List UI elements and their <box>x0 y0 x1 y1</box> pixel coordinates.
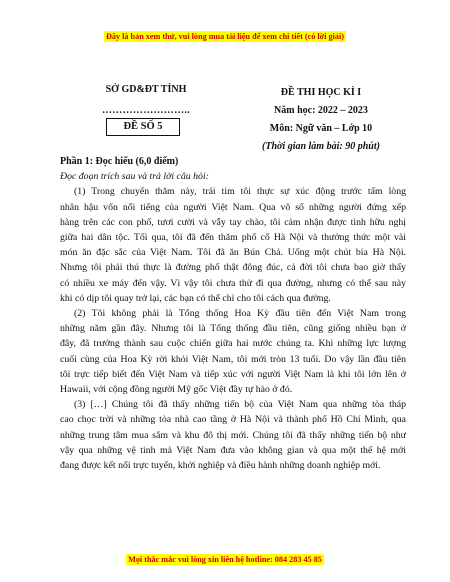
school-year: Năm học: 2022 – 2023 <box>274 105 368 116</box>
passage-line: món ăn đặc sắc của Việt Nam. Tôi đã ăn Bún Chả. Uống một chút bia Hà Nội. <box>60 247 406 259</box>
passage-paragraph <box>60 306 406 397</box>
header-left <box>66 84 226 116</box>
exam-time-text: (Thời gian làm bài: 90 phút) <box>262 141 380 152</box>
department-name: SỞ GD&ĐT TỈNH <box>105 84 187 95</box>
passage-line: (2) Tôi không phải là Tổng thống Hoa Kỳ đầu tiên đến Việt Nam trong <box>74 308 406 320</box>
exam-code: ĐỀ SỐ 5 <box>123 121 163 132</box>
passage-line: nhân hậu vốn nổi tiếng của người Việt Nam. Qua vô số những người đứng xếp <box>60 201 406 213</box>
passage-line: (1) Trong chuyến thăm này, trái tim tôi thực sự xúc động trước tấm lòng <box>74 186 406 198</box>
department-dots: …………………….. <box>102 105 190 116</box>
passage-line: có nhiều xe máy đến vậy. Vì vậy tôi chưa thử đi qua đường, nhưng có thể sau này <box>60 277 406 289</box>
exam-body <box>60 154 406 473</box>
section-instruction: Đọc đoạn trích sau và trả lời câu hỏi: <box>60 171 209 183</box>
passage-line: cuối cùng của Hoa Kỳ rời khỏi Việt Nam, tôi mới tròn 13 tuổi. Do vậy lần đầu tiên <box>60 353 406 365</box>
passage-line: khi có dịp tôi quay trở lại, các bạn có thể chỉ cho tôi cách qua đường. <box>60 292 331 304</box>
passage-line: hàng trên các con phố, tươi cười và vẫy tay chào, tôi cảm nhận được tình hữu nghị <box>60 216 406 228</box>
passage-line: những năm gần đây. Nhưng tôi là Tổng thống đầu tiên, cũng giống nhiều bạn ở <box>60 323 406 335</box>
passage-line: giữa hai dân tộc. Tối qua, tôi đã đến thăm phố cổ Hà Nội và thưởng thức một vài <box>60 232 406 244</box>
preview-banner-text: Đây là bản xem thử, vui lòng mua tài liệu để xem chi tiết (có lời giải) <box>105 32 344 41</box>
passage-line: cao chọc trời và những tòa nhà cao tầng ở Hà Nội và thành phố Hồ Chí Minh, qua <box>60 414 406 426</box>
preview-banner <box>0 26 450 41</box>
subject: Môn: Ngữ văn – Lớp 10 <box>269 123 373 134</box>
passage-line: đang được kết nối trực tuyến, khởi nghiệp và điều hành những doanh nghiệp mới. <box>60 460 381 472</box>
passage-line: vậy qua những vệ tinh mà Việt Nam đưa vào không gian và qua một thế hệ mới <box>60 444 406 456</box>
hotline-banner <box>0 549 450 564</box>
exam-code-box <box>106 118 180 136</box>
passage-paragraph <box>60 184 406 306</box>
hotline-banner-text: Mọi thắc mắc vui lòng xin liên hệ hotline: 084 283 45 85 <box>128 555 322 564</box>
passage-line: tôi trực tiếp biết đến Việt Nam và tiếp xúc với người Việt Nam là khi tôi lớn lên ở <box>60 368 406 380</box>
passage-line: Hawaii, với cộng đồng người Mỹ gốc Việt đầy tự hào ở đó. <box>60 384 293 396</box>
passage-line: đây, đã trưởng thành sau cuộc chiến giữa hai nước chúng ta. Khi những lực lượng <box>60 338 406 350</box>
header-right <box>236 84 406 156</box>
passage-line: những trung tâm mua sắm và khu đô thị mới. Chúng tôi đã thấy những tiến bộ như <box>60 429 406 441</box>
reading-passage <box>60 184 406 473</box>
passage-paragraph <box>60 397 406 473</box>
passage-line: Nhưng tôi phải thú thực là đường phố thật đông đúc, cả đời tôi chưa bao giờ thấy <box>60 262 406 274</box>
exam-title: ĐỀ THI HỌC KÌ I <box>280 87 362 98</box>
section-title: Phần 1: Đọc hiểu (6,0 điểm) <box>60 156 179 167</box>
passage-line: (3) […] Chúng tôi đã thấy những tiến bộ của Việt Nam qua những tòa tháp <box>74 399 406 411</box>
